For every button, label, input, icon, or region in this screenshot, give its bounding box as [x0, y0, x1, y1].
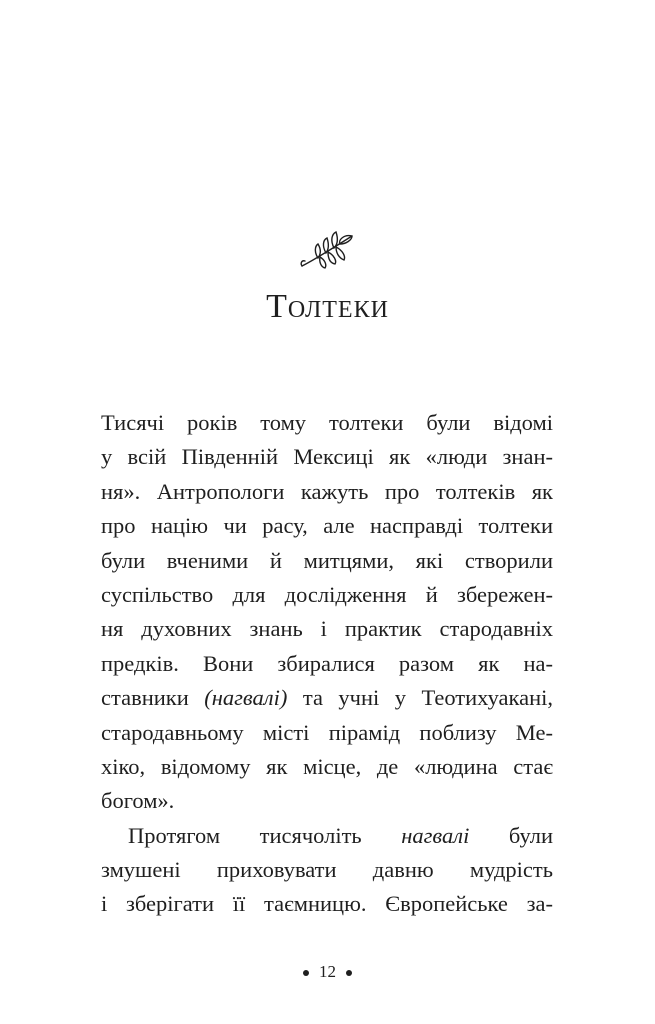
paragraph-1-line: стародавньому місті пірамід поблизу Ме- — [101, 719, 553, 745]
paragraph-1-line: були вченими й митцями, які створили — [101, 547, 553, 573]
paragraph-1-line: предків. Вони збиралися разом як на- — [101, 650, 553, 676]
page-number: 12 — [319, 962, 336, 981]
paragraph-1-line: хіко, відомому як місце, де «людина стає — [101, 753, 553, 779]
line-text: Протягом тисячоліть — [128, 822, 402, 848]
paragraph-1-line: богом». — [101, 788, 175, 814]
paragraph-2-line — [101, 819, 553, 853]
paragraph-1-line: ня». Антропологи кажуть про толтеків як — [101, 478, 553, 504]
line-text: ставники — [101, 685, 205, 711]
paragraph-2-line: змушені приховувати давню мудрість — [101, 857, 553, 883]
body-text — [101, 406, 553, 922]
line-text: та учні у Теотихуакані, — [287, 685, 554, 711]
paragraph-2-line: і зберігати її таємницю. Європейське за- — [101, 891, 553, 917]
bullet-dot-icon — [346, 970, 352, 976]
page-number-footer — [0, 962, 655, 982]
italic-term: (нагвалі) — [204, 685, 288, 711]
paragraph-1-line — [101, 681, 553, 715]
paragraph-1-line: у всій Південній Мексиці як «люди знан- — [101, 444, 553, 470]
paragraph-1-line: ня духовних знань і практик стародавніх — [101, 616, 553, 642]
line-text: були — [469, 822, 553, 848]
bullet-dot-icon — [303, 970, 309, 976]
paragraph-1-line: про націю чи расу, але насправді толтеки — [101, 513, 553, 539]
leaf-branch-icon — [296, 230, 360, 272]
paragraph-1-line: суспільство для дослідження й збережен- — [101, 581, 553, 607]
chapter-title: Толтеки — [266, 288, 389, 325]
italic-term: нагвалі — [401, 822, 470, 848]
paragraph-1-line: Тисячі років тому толтеки були відомі — [101, 410, 553, 435]
